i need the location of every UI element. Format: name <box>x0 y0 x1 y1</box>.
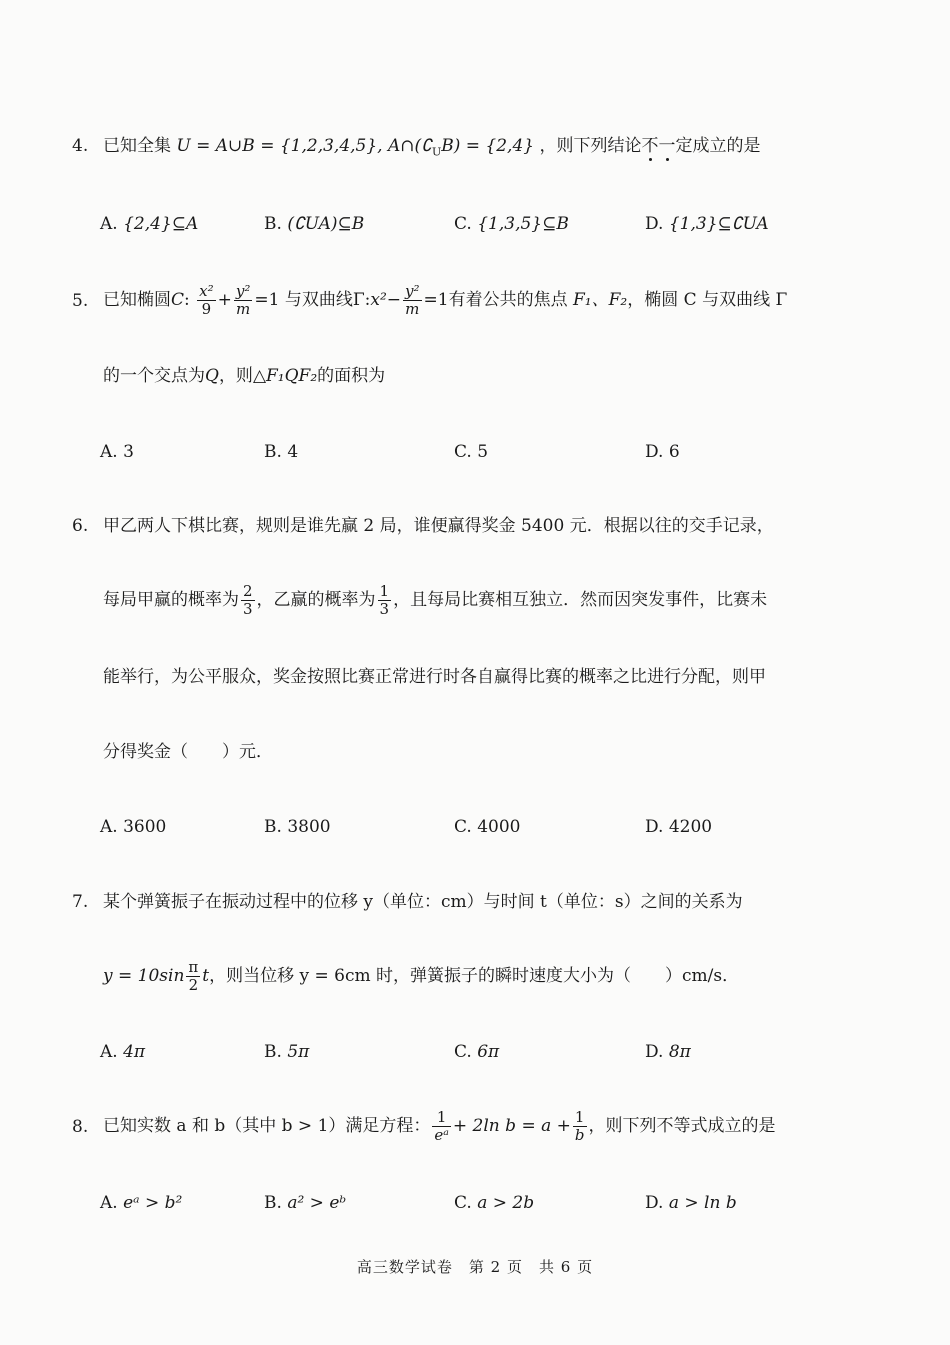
q8-option-d: D. a > ln b <box>645 1193 737 1213</box>
q4-option-d: D. {1,3}⊆∁UA <box>645 214 769 234</box>
q6-option-c: C. 4000 <box>454 817 521 837</box>
fraction-1-b: $\frac{1}{b}$ <box>574 1108 585 1144</box>
q6-stem-line3: 能举行，为公平服众，奖金按照比赛正常进行时各自赢得比赛的概率之比进行分配，则甲 <box>103 667 766 687</box>
q6-stem-line2: 每局甲赢的概率为 $\frac{2}{3}$ ，乙赢的概率为 $\frac{1}{3}$ ，且每局比赛相互独立．然而因突发事件，比赛未 <box>103 582 768 618</box>
q5-option-d: D. 6 <box>645 442 680 462</box>
q5-stem: 已知椭圆C: $\frac{\text{x²}}{9}$ + $\frac{\text{y²}}{m}$ =1 与双曲线Γ:x²− $\frac{\text{y²}}{m}$ =1有着公共的焦点 F₁、F₂，椭圆 C 与双曲线 Γ <box>103 282 788 318</box>
q4-option-b: B. (∁UA)⊆B <box>264 214 365 234</box>
fraction-x2-9: $\frac{\text{x²}}{9}$ <box>199 282 214 318</box>
q4-stem: 已知全集 U = A∪B = {1,2,3,4,5}, $A\cap(∁_UB) = \{2,4\}$ ，则下列结论不一定成立的是 <box>103 136 761 159</box>
fraction-2-3: $\frac{2}{3}$ <box>243 582 253 618</box>
q5-option-b: B. 4 <box>264 442 299 462</box>
q4-option-a: A. {2,4}⊆A <box>100 214 199 234</box>
q5-number: 5. <box>72 291 89 311</box>
q5-stem-line2: 的一个交点为Q，则△F₁QF₂的面积为 <box>103 366 386 386</box>
q6-stem-line4: 分得奖金（ ）元． <box>103 742 273 762</box>
q6-option-d: D. 4200 <box>645 817 713 837</box>
q8-number: 8. <box>72 1117 89 1137</box>
q8-option-a: A. eᵃ > b² <box>100 1193 183 1213</box>
q6-option-a: A. 3600 <box>100 817 167 837</box>
q7-stem-line2: y = 10sin $\frac{\pi}{2}$ t，则当位移 y = 6cm 时，弹簧振子的瞬时速度大小为（ ）cm/s． <box>103 958 740 994</box>
q7-option-c: C. 6π <box>454 1042 500 1062</box>
q5-option-a: A. 3 <box>100 442 134 462</box>
page-footer: 高三数学试卷 第 2 页 共 6 页 <box>356 1258 594 1276</box>
emphasis-dot-2: 一 <box>658 136 676 156</box>
q8-option-c: C. a > 2b <box>454 1193 535 1213</box>
q8-option-b: B. a² > eᵇ <box>264 1193 347 1213</box>
fraction-1-3: $\frac{1}{3}$ <box>379 582 390 618</box>
q7-option-b: B. 5π <box>264 1042 310 1062</box>
q5-option-c: C. 5 <box>454 442 489 462</box>
q6-number: 6. <box>72 516 89 536</box>
q4-number: 4. <box>72 136 89 156</box>
fraction-pi-2: $\frac{\pi}{2}$ <box>188 958 199 994</box>
q7-option-a: A. 4π <box>100 1042 146 1062</box>
fraction-1-ea: $\frac{1}{\text{eᵃ}}$ <box>434 1108 449 1144</box>
q7-stem-line1: 某个弹簧振子在振动过程中的位移 y（单位：cm）与时间 t（单位：s）之间的关系为 <box>103 892 743 912</box>
q6-stem-line1: 甲乙两人下棋比赛，规则是谁先赢 2 局，谁便赢得奖金 5400 元．根据以往的交手记录， <box>103 516 774 536</box>
q4-option-c: C. {1,3,5}⊆B <box>454 214 569 234</box>
fraction-y2-m-2: $\frac{\text{y²}}{m}$ <box>405 282 420 318</box>
q8-stem: 已知实数 a 和 b（其中 b > 1）满足方程： $\frac{1}{\text{eᵃ}}$ + 2ln b = a + $\frac{1}{b}$ ，则下列不等式成立的是 <box>103 1108 776 1144</box>
q7-option-d: D. 8π <box>645 1042 691 1062</box>
emphasis-dot-1: 不 <box>641 136 659 156</box>
q7-number: 7. <box>72 892 89 912</box>
fraction-y2-m: $\frac{\text{y²}}{m}$ <box>235 282 251 318</box>
q6-option-b: B. 3800 <box>264 817 331 837</box>
